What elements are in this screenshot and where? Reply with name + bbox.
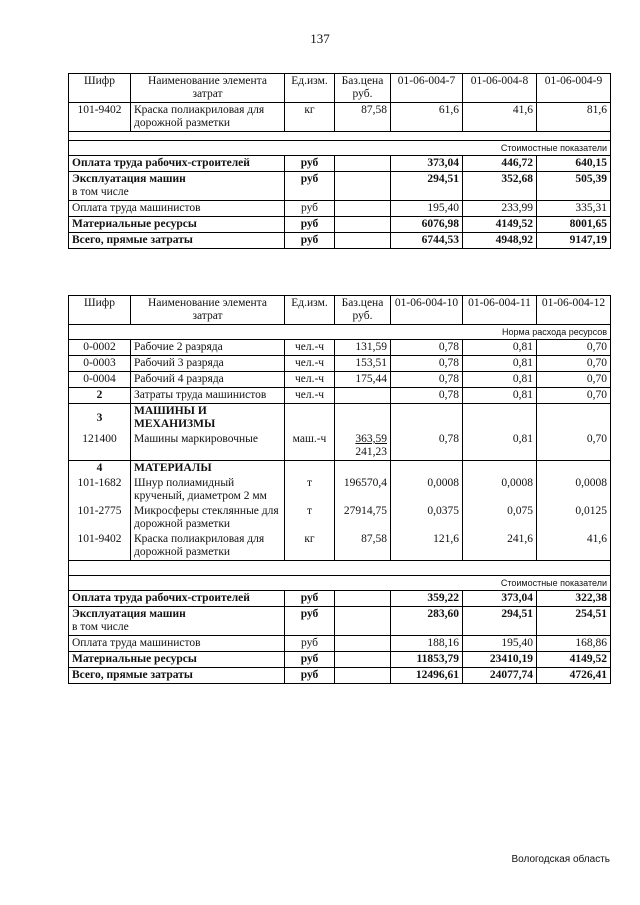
row-price: 27914,75 [335, 504, 391, 532]
page-number: 137 [310, 31, 330, 46]
cost-v2: 352,68 [463, 172, 537, 201]
section-title: МАШИНЫ И МЕХАНИЗМЫ [131, 404, 285, 433]
cost-v1: 373,04 [391, 156, 463, 172]
cost-subnote: в том числе [72, 621, 129, 633]
row-v2: 0,81 [463, 340, 537, 356]
row-name: Микросферы стеклянные для дорожной разметки [131, 504, 285, 532]
cost-v3: 168,86 [537, 636, 611, 652]
table-row [69, 504, 611, 532]
cost-row [69, 636, 611, 652]
header-col-2: 01-06-004-11 [463, 296, 537, 325]
cost-v1: 188,16 [391, 636, 463, 652]
row-name: Краска полиакриловая для дорожной разметки [131, 532, 285, 561]
cost-v2: 373,04 [463, 591, 537, 607]
norm-band-row [69, 325, 611, 340]
row-v1: 0,78 [391, 432, 463, 461]
row-v2: 0,81 [463, 372, 537, 388]
row-code: 101-2775 [69, 504, 131, 532]
row-v3: 0,70 [537, 372, 611, 388]
cost-v2: 23410,19 [463, 652, 537, 668]
cost-name: Всего, прямые затраты [69, 668, 285, 684]
cost-v1: 195,40 [391, 201, 463, 217]
cost-name: Оплата труда машинистов [69, 201, 285, 217]
cost-v3: 335,31 [537, 201, 611, 217]
row-unit: чел.-ч [285, 372, 335, 388]
resource-table-1 [68, 73, 611, 249]
row-v1: 0,78 [391, 340, 463, 356]
section-title: МАТЕРИАЛЫ [131, 461, 285, 477]
cost-name: Оплата труда машинистов [69, 636, 285, 652]
cost-name: Оплата труда рабочих-строителей [69, 156, 285, 172]
row-price: 87,58 [335, 103, 391, 132]
row-v1: 0,0008 [391, 476, 463, 504]
row-v3: 0,70 [537, 356, 611, 372]
row-code: 0-0002 [69, 340, 131, 356]
row-code: 0-0004 [69, 372, 131, 388]
row-v2: 0,81 [463, 432, 537, 461]
cost-v3: 4726,41 [537, 668, 611, 684]
resource-table-2 [68, 295, 611, 684]
row-v1: 121,6 [391, 532, 463, 561]
row-v1: 0,78 [391, 372, 463, 388]
header-col-3: 01-06-004-12 [537, 296, 611, 325]
row-unit: кг [285, 103, 335, 132]
table-row [69, 432, 611, 461]
table-row [69, 388, 611, 404]
table-row [69, 476, 611, 504]
header-name: Наименование элемента затрат [131, 296, 285, 325]
cost-v2: 446,72 [463, 156, 537, 172]
cost-v3: 322,38 [537, 591, 611, 607]
row-price: 153,51 [335, 356, 391, 372]
cost-v3: 254,51 [537, 607, 611, 636]
row-code: 101-9402 [69, 103, 131, 132]
header-col-1: 01-06-004-10 [391, 296, 463, 325]
cost-v1: 283,60 [391, 607, 463, 636]
header-price: Баз.цена руб. [335, 74, 391, 103]
row-v1: 0,0375 [391, 504, 463, 532]
cost-row [69, 668, 611, 684]
row-unit: чел.-ч [285, 340, 335, 356]
table-header-row [69, 74, 611, 103]
cost-unit: руб [285, 172, 335, 201]
row-price-secondary: 241,23 [355, 446, 387, 458]
section-code: 4 [69, 461, 131, 477]
row-price: 87,58 [335, 532, 391, 561]
row-v3: 0,0008 [537, 476, 611, 504]
row-v2: 41,6 [463, 103, 537, 132]
cost-name: Эксплуатация машин в том числе [69, 607, 285, 636]
header-col-1: 01-06-004-7 [391, 74, 463, 103]
row-code: 101-9402 [69, 532, 131, 561]
cost-band-label: Стоимостные показатели [69, 576, 611, 591]
cost-v1: 11853,79 [391, 652, 463, 668]
cost-band-row [69, 576, 611, 591]
table-row [69, 372, 611, 388]
row-price: 196570,4 [335, 476, 391, 504]
header-price: Баз.цена руб. [335, 296, 391, 325]
row-name: Рабочие 2 разряда [131, 340, 285, 356]
row-price: 175,44 [335, 372, 391, 388]
cost-subnote: в том числе [72, 186, 129, 198]
row-v3: 0,0125 [537, 504, 611, 532]
norm-band-label: Норма расхода ресурсов [69, 325, 611, 340]
cost-v2: 195,40 [463, 636, 537, 652]
row-name: Краска полиакриловая для дорожной разметки [131, 103, 285, 132]
row-unit: маш.-ч [285, 432, 335, 461]
cost-v3: 640,15 [537, 156, 611, 172]
row-unit: т [285, 504, 335, 532]
table-row [69, 532, 611, 561]
row-v1: 0,78 [391, 388, 463, 404]
cost-name: Всего, прямые затраты [69, 233, 285, 249]
table-row [69, 356, 611, 372]
table-row [69, 103, 611, 132]
row-code: 101-1682 [69, 476, 131, 504]
cost-v1: 12496,61 [391, 668, 463, 684]
footer-region: Вологодская область [511, 854, 610, 865]
cost-unit: руб [285, 156, 335, 172]
cost-v2: 233,99 [463, 201, 537, 217]
row-unit: кг [285, 532, 335, 561]
row-code: 2 [69, 388, 131, 404]
cost-v1: 294,51 [391, 172, 463, 201]
cost-unit: руб [285, 591, 335, 607]
cost-unit: руб [285, 217, 335, 233]
row-v3: 41,6 [537, 532, 611, 561]
table-row [69, 340, 611, 356]
row-v2: 241,6 [463, 532, 537, 561]
cost-row [69, 652, 611, 668]
cost-row [69, 156, 611, 172]
header-col-3: 01-06-004-9 [537, 74, 611, 103]
cost-name: Эксплуатация машин в том числе [69, 172, 285, 201]
cost-name: Материальные ресурсы [69, 217, 285, 233]
cost-v2: 4149,52 [463, 217, 537, 233]
row-unit: чел.-ч [285, 388, 335, 404]
cost-v3: 8001,65 [537, 217, 611, 233]
header-name: Наименование элемента затрат [131, 74, 285, 103]
row-v1: 0,78 [391, 356, 463, 372]
cost-unit: руб [285, 201, 335, 217]
cost-v1: 6744,53 [391, 233, 463, 249]
cost-v2: 24077,74 [463, 668, 537, 684]
cost-band-row [69, 141, 611, 156]
cost-name: Материальные ресурсы [69, 652, 285, 668]
section-row [69, 404, 611, 433]
row-name: Рабочий 4 разряда [131, 372, 285, 388]
row-unit: чел.-ч [285, 356, 335, 372]
row-v3: 0,70 [537, 432, 611, 461]
row-v2: 0,81 [463, 388, 537, 404]
cost-v3: 4149,52 [537, 652, 611, 668]
cost-row [69, 201, 611, 217]
cost-v3: 9147,19 [537, 233, 611, 249]
cost-band-label: Стоимостные показатели [69, 141, 611, 156]
cost-v2: 4948,92 [463, 233, 537, 249]
cost-row [69, 172, 611, 201]
row-name: Рабочий 3 разряда [131, 356, 285, 372]
cost-name: Оплата труда рабочих-строителей [69, 591, 285, 607]
row-unit: т [285, 476, 335, 504]
row-v2: 0,0008 [463, 476, 537, 504]
cost-v1: 359,22 [391, 591, 463, 607]
row-price: 363,59 241,23 [335, 432, 391, 461]
cost-v3: 505,39 [537, 172, 611, 201]
table-header-row [69, 296, 611, 325]
section-code: 3 [69, 404, 131, 433]
cost-v2: 294,51 [463, 607, 537, 636]
header-code: Шифр [69, 74, 131, 103]
cost-v1: 6076,98 [391, 217, 463, 233]
cost-unit: руб [285, 607, 335, 636]
row-v2: 0,81 [463, 356, 537, 372]
header-unit: Ед.изм. [285, 74, 335, 103]
row-name: Шнур полиамидный крученый, диаметром 2 мм [131, 476, 285, 504]
cost-row [69, 233, 611, 249]
row-v3: 81,6 [537, 103, 611, 132]
row-v2: 0,075 [463, 504, 537, 532]
section-row [69, 461, 611, 477]
row-v3: 0,70 [537, 340, 611, 356]
row-name: Машины маркировочные [131, 432, 285, 461]
row-code: 0-0003 [69, 356, 131, 372]
row-name: Затраты труда машинистов [131, 388, 285, 404]
cost-unit: руб [285, 668, 335, 684]
cost-row [69, 607, 611, 636]
cost-row [69, 217, 611, 233]
cost-unit: руб [285, 636, 335, 652]
header-unit: Ед.изм. [285, 296, 335, 325]
row-code: 121400 [69, 432, 131, 461]
cost-unit: руб [285, 652, 335, 668]
header-col-2: 01-06-004-8 [463, 74, 537, 103]
row-price: 131,59 [335, 340, 391, 356]
header-code: Шифр [69, 296, 131, 325]
cost-row [69, 591, 611, 607]
cost-unit: руб [285, 233, 335, 249]
row-v3: 0,70 [537, 388, 611, 404]
row-v1: 61,6 [391, 103, 463, 132]
